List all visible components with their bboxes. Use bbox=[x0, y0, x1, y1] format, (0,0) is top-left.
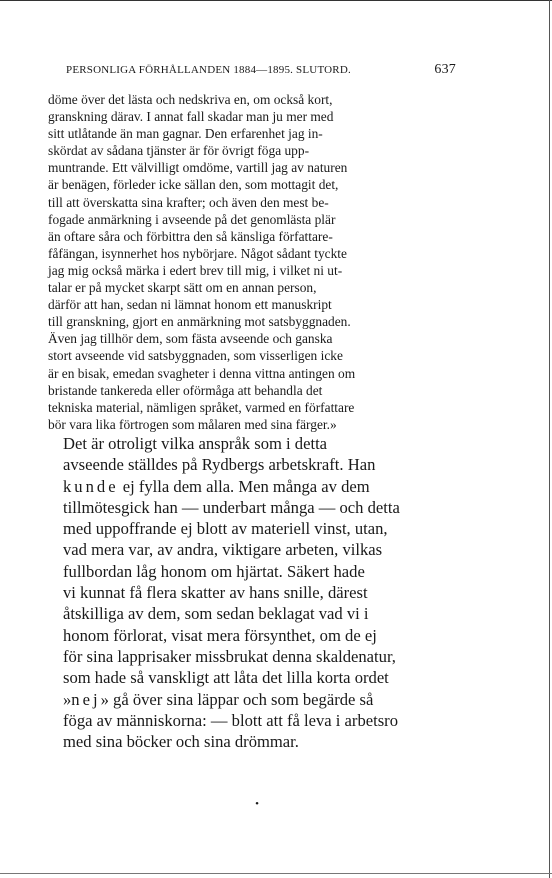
quoted-letter bbox=[48, 91, 448, 433]
body-line-rest: ej fylla dem alla. Men många av dem bbox=[118, 476, 370, 496]
page-top-border bbox=[0, 0, 552, 1]
body-line: vi kunnat få flera skatter av hans snille, därest bbox=[63, 583, 368, 603]
body-line: föga av människorna: — blott att få leva i arbetsro bbox=[63, 710, 398, 730]
body-line bbox=[48, 476, 448, 497]
body-line: vad mera var, av andra, viktigare arbeten, vilkas bbox=[63, 540, 383, 560]
quote-line: till granskning, gjort en anmärkning mot satsbyggnaden. bbox=[48, 314, 351, 330]
running-title: PERSONLIGA FÖRHÅLLANDEN 1884—1895. SLUTORD. bbox=[66, 64, 351, 76]
body-line: fullbordan låg honom om hjärtat. Säkert hade bbox=[63, 561, 365, 581]
page-number: 637 bbox=[434, 62, 456, 77]
emphasized-word: kunde bbox=[63, 476, 119, 496]
page-right-border bbox=[549, 0, 550, 878]
body-line: avseende ställdes på Rydbergs arbetskraft. Han bbox=[63, 455, 376, 475]
quote-line: Även jag tillhör dem, som fästa avseende och ganska bbox=[48, 331, 333, 347]
quote-line: bör vara lika förtrogen som målaren med sina färger.» bbox=[48, 416, 337, 432]
body-text bbox=[48, 433, 448, 752]
quote-mark: » bbox=[63, 689, 72, 709]
quote-line: än oftare såra och förbittra den så känsliga författare- bbox=[48, 228, 333, 244]
body-line: honom förlorat, visat mera försynthet, om de ej bbox=[63, 625, 377, 645]
emphasized-word: nej bbox=[71, 689, 101, 709]
quote-line: fogade anmärkning i avseende på det genomlästa plär bbox=[48, 211, 336, 227]
quote-line: bristande tankereda eller oförmåga att behandla det bbox=[48, 382, 323, 398]
quote-line: fåfängan, isynnerhet hos nybörjare. Något sådant tyckte bbox=[48, 245, 347, 261]
body-line: Det är otroligt vilka anspråk som i detta bbox=[63, 434, 328, 453]
quote-line: till att överskatta sina krafter; och även den mest be- bbox=[48, 194, 329, 210]
quote-line: talar er på mycket skarpt sätt om en annan person, bbox=[48, 280, 317, 296]
quote-line: döme över det lästa och nedskriva en, om också kort, bbox=[48, 92, 333, 107]
body-paragraph bbox=[48, 433, 448, 752]
body-line: tillmötesgick han — underbart många — och detta bbox=[63, 497, 400, 517]
quote-line: är en bisak, emedan svagheter i denna vittna antingen om bbox=[48, 365, 356, 381]
ornament-dot: • bbox=[255, 798, 259, 810]
quote-line: jag mig också märka i edert brev till mig, i vilket ni ut- bbox=[48, 262, 343, 278]
quote-line: stort avseende vid satsbyggnaden, som visserligen icke bbox=[48, 348, 343, 364]
body-line bbox=[48, 689, 448, 710]
body-line: åtskilliga av dem, som sedan beklagat vad vi i bbox=[63, 604, 369, 624]
quote-line: tekniska material, nämligen språket, varmed en författare bbox=[48, 399, 355, 415]
quote-line: granskning därav. I annat fall skadar man ju mer med bbox=[48, 109, 334, 125]
body-line: med uppoffrande ej blott av materiell vinst, utan, bbox=[63, 519, 388, 539]
quote-paragraph bbox=[48, 91, 448, 433]
body-line: som hade så vanskligt att låta det lilla korta ordet bbox=[63, 668, 389, 688]
running-header bbox=[66, 62, 456, 78]
body-line: med sina böcker och sina drömmar. bbox=[63, 732, 299, 752]
quote-line: är benägen, förleder icke sällan den, som mottagit det, bbox=[48, 177, 339, 193]
body-line-rest: » gå över sina läppar och som begärde så bbox=[100, 689, 374, 709]
quote-line: skördat av sådana tjänster är för övrigt föga upp- bbox=[48, 143, 310, 159]
quote-line: muntrande. Ett välvilligt omdöme, vartill jag av naturen bbox=[48, 160, 348, 176]
body-line: för sina lapprisaker missbrukat denna skaldenatur, bbox=[63, 646, 396, 666]
quote-line: sitt utlåtande än man gagnar. Den erfarenhet jag in- bbox=[48, 126, 323, 142]
quote-line: därför att han, sedan ni lämnat honom ett manuskript bbox=[48, 297, 332, 313]
page-bottom-border bbox=[0, 873, 552, 874]
